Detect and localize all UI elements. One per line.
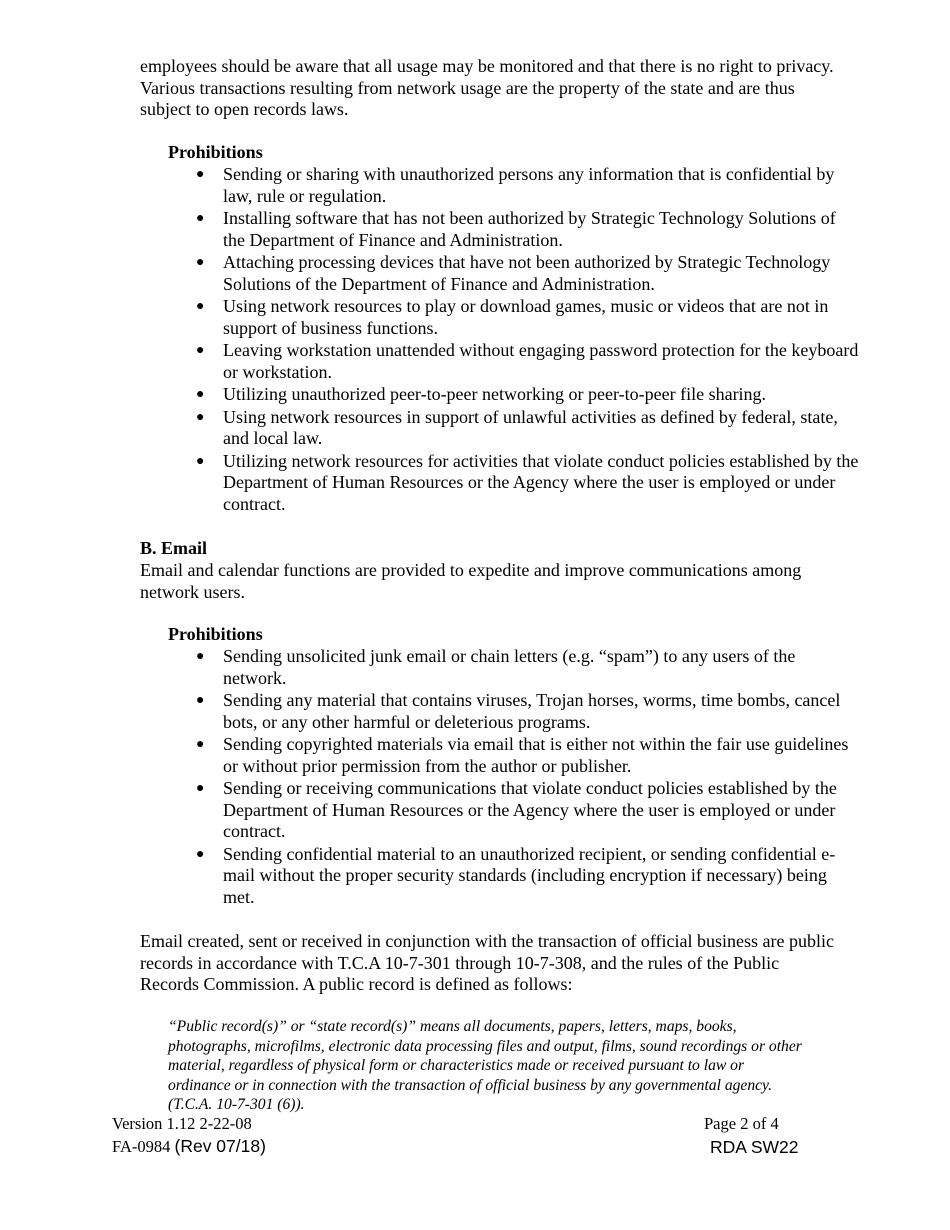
list-item: ● Installing software that has not been authorized by Strategic Technology Solutions of the Department of Finance and Administration. [196,208,836,250]
list-item: ● Sending any material that contains viruses, Trojan horses, worms, time bombs, cancel bots, or any other harmful or deleterious programs. [196,690,841,732]
bullet-icon: ● [196,387,205,402]
bullet-icon: ● [196,781,205,796]
bullet-icon: ● [196,299,205,314]
footer-page-number: Page 2 of 4 [704,1114,779,1133]
footer-rda-code: RDA SW22 [710,1137,799,1157]
bullet-icon: ● [196,211,205,226]
bullet-icon: ● [196,693,205,708]
bullet-icon: ● [196,846,205,862]
list-item: ● Using network resources to play or download games, music or videos that are not in support of business functions. [196,296,829,338]
bullet-icon: ● [196,453,205,469]
public-records-paragraph: Email created, sent or received in conjunction with the transaction of official business are public records in accordance with T.C.A 10-7-301 through 10-7-308, and the rules of the Public Records Commission. A public record is defined as follows: [140,931,834,994]
footer-form-number: FA-0984 [112,1137,171,1156]
bullet-icon: ● [196,255,205,270]
email-intro-paragraph: Email and calendar functions are provided to expedite and improve communications among network users. [140,560,802,602]
list-item: ● Sending or receiving communications that violate conduct policies established by the Department of Human Resources or the Agency where the user is employed or under contract. [196,778,837,841]
list-item: ● Attaching processing devices that have not been authorized by Strategic Technology Solutions of the Department of Finance and Administration. [196,252,831,294]
list-item: ● Leaving workstation unattended without engaging password protection for the keyboard or workstation. [196,340,859,382]
section-b-heading: B. Email [140,538,208,558]
bullet-icon: ● [196,737,205,752]
list-item: ● Utilizing unauthorized peer-to-peer networking or peer-to-peer file sharing. [196,384,767,404]
list-item: ● Using network resources in support of unlawful activities as defined by federal, state, and local law. [196,406,838,448]
footer-revision: (Rev 07/18) [174,1136,266,1156]
prohibitions-heading-email: Prohibitions [168,624,263,644]
bullet-icon: ● [196,649,205,664]
list-item: ● Sending unsolicited junk email or chain letters (e.g. “spam”) to any users of the network. [196,646,796,688]
bullet-icon: ● [196,343,205,358]
email-prohibitions-list [196,646,861,909]
footer-version: Version 1.12 2-22-08 [112,1114,252,1133]
network-prohibitions-list [196,164,861,516]
intro-paragraph: employees should be aware that all usage may be monitored and that there is no right to privacy. Various transactions resulting from network usage are the property of the state and are thus subject to open records laws. [140,56,834,119]
prohibitions-heading-network: Prohibitions [168,142,263,162]
bullet-icon: ● [196,167,205,182]
list-item: ● Sending confidential material to an unauthorized recipient, or sending confidential e-mail without the proper security standards (including encryption if necessary) being met. [196,843,836,907]
public-record-definition-quote: “Public record(s)” or “state record(s)” means all documents, papers, letters, maps, books, photographs, microfilms, electronic data processing files and output, films, sound recordings or other material, regardless of physical form or characteristics made or received pursuant to law or ordinance or in connection with the transaction of official business by any governmental agency. (T.C.A. 10-7-301 (6)). [168,1018,802,1114]
list-item: ● Utilizing network resources for activities that violate conduct policies established by the Department of Human Resources or the Agency where the user is employed or under contract. [196,450,859,514]
list-item: ● Sending copyrighted materials via email that is either not within the fair use guidelines or without prior permission from the author or publisher. [196,734,849,776]
list-item: ● Sending or sharing with unauthorized persons any information that is confidential by law, rule or regulation. [196,164,835,206]
bullet-icon: ● [196,409,205,425]
footer-form-id [112,1136,266,1157]
